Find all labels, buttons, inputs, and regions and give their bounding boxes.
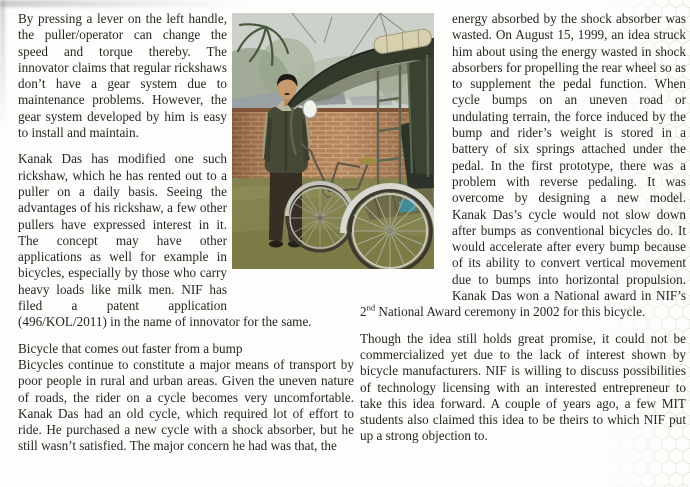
paragraph-rickshaw-adoption: Kanak Das has modified one such rickshaw, which he has rented out to a puller on a daily basis. Seeing the advantages of his rickshaw, a few other pullers have expressed interest in it. The concept may have other applications as well for example in bicycles, especially by those who carry heavy loads like milk men. NIF has filed a patent application (496/KOL/2011) in the name of innovator for the same. xyxy=(18,151,312,330)
paragraph-bicycle-intro: Bicycles continue to constitute a major means of transport by poor people in rural and urban areas. Given the uneven nature of roads, the rider on a cycle becomes very uncomfortable. Kanak Das had an old cycle, which required lot of effort to ride. He purchased a new cycle with a shock absorber, but he still wasn’t satisfied. The major concern he had was that, the xyxy=(18,356,354,454)
paragraph-commercialization: Though the idea still holds great promise, it could not be commercialized yet due to the lack of interest shown by bicycle manufacturers. NIF is willing to discuss possibilities of technology licensing with an interested entrepreneur to take this idea forward. A couple of years ago, a few MIT students also claimed this idea to be theirs to which NIF put up a strong objection to. xyxy=(360,330,686,444)
idea-text-before-superscript: energy absorbed by the shock absorber was wasted. On August 15, 1999, an idea struck him about using the energy wasted in shock absorbers for propelling the rear wheel so as to supplement the pedal function. When cycle bumps on an uneven road or undulating terrain, the force induced by the bump and rider’s weight is stored in a battery of six springs attached under the pedal. In the first prototype, there was a problem with reverse pedaling. It was overcome by designing a new model. Kanak Das’s cycle would not slow down after bumps as conventional bicycles do. It would accelerate after every bump because of its ability to convert vertical movement due to bumps into horizontal propulsion. Kanak Das won a National award in NIF’s 2 xyxy=(360,11,686,320)
headlamp xyxy=(303,100,317,118)
ordinal-superscript: nd xyxy=(366,302,376,313)
photo-innovator-rickshaw xyxy=(232,13,434,269)
paragraph-gear-system: By pressing a lever on the left handle, the puller/operator can change the speed and torque thereby. The innovator claims that regular rickshaws don’t have a gear system due to maintenance problems. However, the gear system developed by him is easy to install and maintain. xyxy=(18,11,227,141)
section-title-bicycle-bump: Bicycle that comes out faster from a bump xyxy=(18,340,243,356)
scan-shadow-left xyxy=(0,0,5,130)
side-curtain xyxy=(408,57,434,175)
bicycle-saddle xyxy=(360,158,376,165)
rickshaw-photo-illustration xyxy=(232,13,434,269)
idea-text-after-superscript: National Award ceremony in 2002 for this bicycle. xyxy=(375,304,646,320)
scan-shadow-top xyxy=(0,0,250,7)
